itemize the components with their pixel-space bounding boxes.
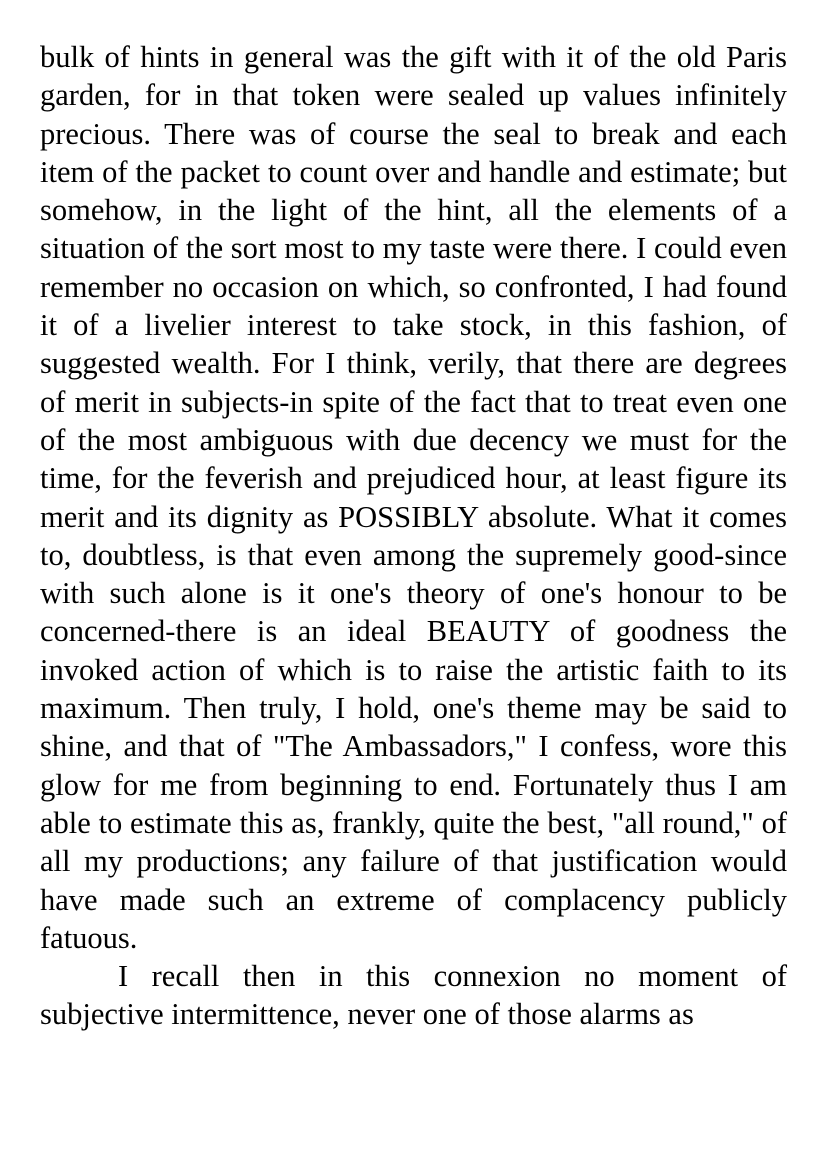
document-page (40, 38, 787, 1034)
body-paragraph-2: I recall then in this connexion no moment of subjective intermittence, never one of those alarms as (40, 959, 787, 1032)
body-paragraph-1: bulk of hints in general was the gift with it of the old Paris garden, for in that token were sealed up values infinitely precious. There was of course the seal to break and each item of the packet to count over and handle and estimate; but somehow, in the light of the hint, all the elements of a situation of the sort most to my taste were there. I could even remember no occasion on which, so confronted, I had found it of a livelier interest to take stock, in this fashion, of suggested wealth. For I think, verily, that there are degrees of merit in subjects-in spite of the fact that to treat even one of the most ambiguous with due decency we must for the time, for the feverish and prejudiced hour, at least figure its merit and its dignity as POSSIBLY absolute. What it comes to, doubtless, is that even among the supremely good-since with such alone is it one's theory of one's honour to be concerned-there is an ideal BEAUTY of goodness the invoked action of which is to raise the artistic faith to its maximum. Then truly, I hold, one's theme may be said to shine, and that of "The Ambassadors," I confess, wore this glow for me from beginning to end. Fortunately thus I am able to estimate this as, frankly, quite the best, "all round," of all my productions; any failure of that justification would have made such an extreme of complacency publicly fatuous. (40, 40, 787, 955)
